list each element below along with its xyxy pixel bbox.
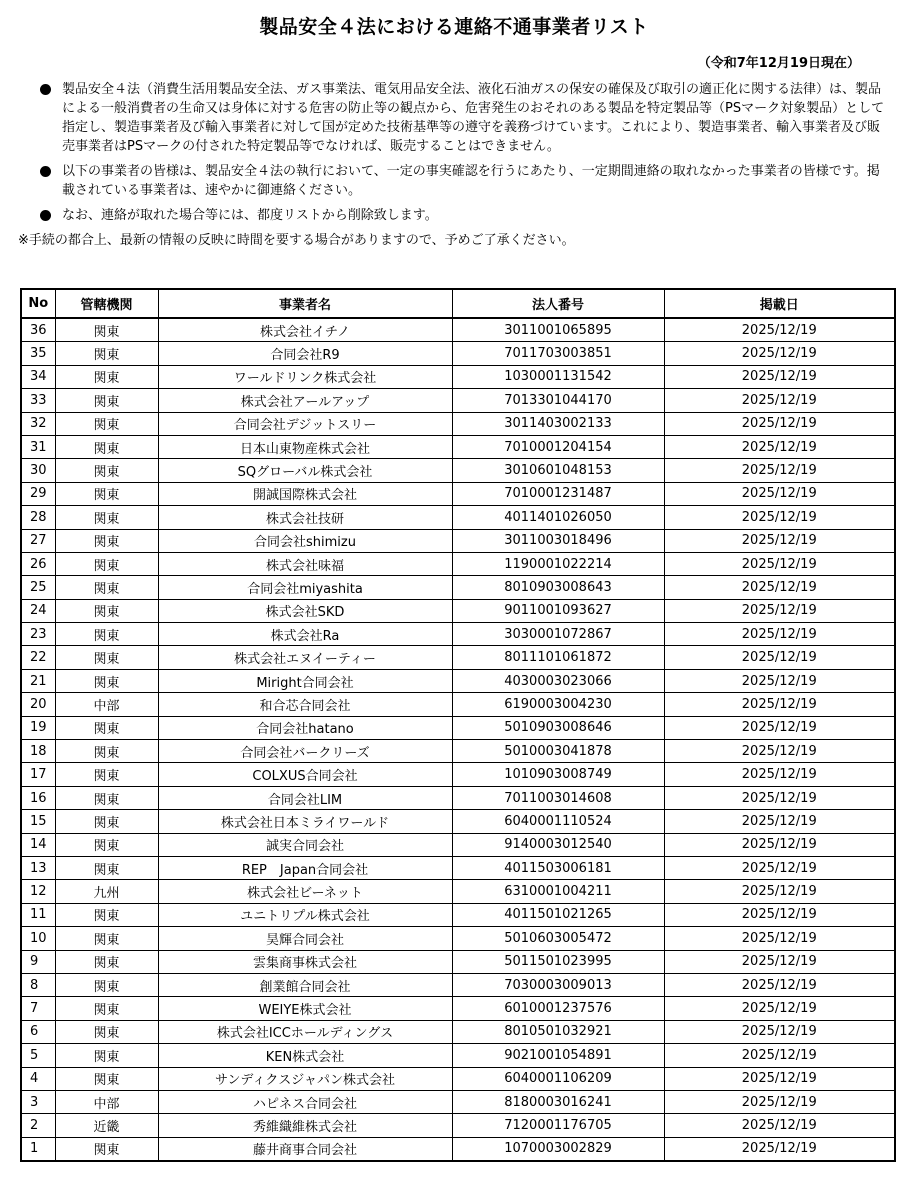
cell-business-name: 合同会社miyashita: [158, 576, 452, 599]
cell-corporate-number: 3030001072867: [452, 623, 664, 646]
note-text: なお、連絡が取れた場合等には、都度リストから削除致します。: [62, 208, 438, 223]
cell-jurisdiction: 関東: [55, 740, 158, 763]
cell-corporate-number: 5010603005472: [452, 927, 664, 950]
cell-business-name: WEIYE株式会社: [158, 997, 452, 1020]
table-row: [21, 623, 895, 646]
cell-jurisdiction: 近畿: [55, 1114, 158, 1137]
cell-business-name: Miright合同会社: [158, 669, 452, 692]
unreachable-business-table: [20, 288, 896, 1162]
table-row: [21, 740, 895, 763]
cell-no: 20: [21, 693, 55, 716]
table-row: [21, 599, 895, 622]
cell-business-name: KEN株式会社: [158, 1044, 452, 1067]
cell-business-name: 雲集商事株式会社: [158, 950, 452, 973]
cell-business-name: 秀維織維株式会社: [158, 1114, 452, 1137]
table-row: [21, 576, 895, 599]
table-row: [21, 318, 895, 342]
cell-posted-date: 2025/12/19: [664, 880, 895, 903]
cell-jurisdiction: 中部: [55, 693, 158, 716]
table-row: [21, 389, 895, 412]
cell-posted-date: 2025/12/19: [664, 740, 895, 763]
cell-no: 12: [21, 880, 55, 903]
cell-jurisdiction: 関東: [55, 833, 158, 856]
cell-posted-date: 2025/12/19: [664, 669, 895, 692]
note-item: [18, 206, 890, 225]
cell-no: 6: [21, 1020, 55, 1043]
cell-corporate-number: 3010601048153: [452, 459, 664, 482]
cell-no: 11: [21, 903, 55, 926]
cell-jurisdiction: 関東: [55, 576, 158, 599]
cell-jurisdiction: 中部: [55, 1090, 158, 1113]
cell-no: 13: [21, 856, 55, 879]
cell-posted-date: 2025/12/19: [664, 927, 895, 950]
cell-business-name: 株式会社日本ミライワールド: [158, 810, 452, 833]
cell-business-name: COLXUS合同会社: [158, 763, 452, 786]
cell-posted-date: 2025/12/19: [664, 997, 895, 1020]
cell-business-name: 合同会社LIM: [158, 786, 452, 809]
cell-posted-date: 2025/12/19: [664, 435, 895, 458]
cell-corporate-number: 6190003004230: [452, 693, 664, 716]
header-corporate-number: 法人番号: [452, 289, 664, 318]
table-row: [21, 482, 895, 505]
cell-corporate-number: 7030003009013: [452, 973, 664, 996]
cell-jurisdiction: 関東: [55, 763, 158, 786]
table-row: [21, 1067, 895, 1090]
cell-corporate-number: 4011503006181: [452, 856, 664, 879]
header-posted-date: 掲載日: [664, 289, 895, 318]
cell-corporate-number: 3011001065895: [452, 318, 664, 342]
cell-no: 3: [21, 1090, 55, 1113]
cell-no: 28: [21, 506, 55, 529]
cell-corporate-number: 7011703003851: [452, 342, 664, 365]
cell-jurisdiction: 関東: [55, 459, 158, 482]
table-row: [21, 880, 895, 903]
table-row: [21, 810, 895, 833]
cell-posted-date: 2025/12/19: [664, 950, 895, 973]
page-title: 製品安全４法における連絡不通事業者リスト: [259, 16, 649, 38]
cell-no: 2: [21, 1114, 55, 1137]
cell-business-name: 合同会社shimizu: [158, 529, 452, 552]
table-row: [21, 973, 895, 996]
table-row: [21, 1044, 895, 1067]
cell-corporate-number: 8010501032921: [452, 1020, 664, 1043]
cell-corporate-number: 9021001054891: [452, 1044, 664, 1067]
table-row: [21, 1114, 895, 1137]
table-header-row: [21, 289, 895, 318]
table-row: [21, 856, 895, 879]
cell-jurisdiction: 関東: [55, 950, 158, 973]
cell-posted-date: 2025/12/19: [664, 763, 895, 786]
table-row: [21, 506, 895, 529]
cell-posted-date: 2025/12/19: [664, 482, 895, 505]
table-row: [21, 435, 895, 458]
cell-jurisdiction: 関東: [55, 810, 158, 833]
cell-business-name: 株式会社味福: [158, 552, 452, 575]
cell-no: 17: [21, 763, 55, 786]
cell-no: 32: [21, 412, 55, 435]
cell-business-name: 開誠国際株式会社: [158, 482, 452, 505]
cell-business-name: REP Japan合同会社: [158, 856, 452, 879]
cell-jurisdiction: 関東: [55, 997, 158, 1020]
cell-jurisdiction: 関東: [55, 646, 158, 669]
table-body: [21, 318, 895, 1161]
cell-posted-date: 2025/12/19: [664, 903, 895, 926]
table-row: [21, 1020, 895, 1043]
cell-posted-date: 2025/12/19: [664, 389, 895, 412]
table-row: [21, 903, 895, 926]
cell-no: 26: [21, 552, 55, 575]
cell-corporate-number: 7011003014608: [452, 786, 664, 809]
cell-corporate-number: 5010903008646: [452, 716, 664, 739]
cell-jurisdiction: 関東: [55, 1044, 158, 1067]
cell-posted-date: 2025/12/19: [664, 646, 895, 669]
cell-business-name: ワールドリンク株式会社: [158, 365, 452, 388]
cell-business-name: 合同会社デジットスリー: [158, 412, 452, 435]
cell-jurisdiction: 関東: [55, 669, 158, 692]
cell-business-name: サンディクスジャパン株式会社: [158, 1067, 452, 1090]
cell-corporate-number: 6310001004211: [452, 880, 664, 903]
cell-business-name: 合同会社hatano: [158, 716, 452, 739]
note-item: [18, 162, 890, 200]
cell-posted-date: 2025/12/19: [664, 529, 895, 552]
cell-no: 10: [21, 927, 55, 950]
table-row: [21, 693, 895, 716]
cell-business-name: 藤井商事合同会社: [158, 1137, 452, 1161]
cell-no: 18: [21, 740, 55, 763]
cell-corporate-number: 4011401026050: [452, 506, 664, 529]
table-row: [21, 342, 895, 365]
cell-jurisdiction: 九州: [55, 880, 158, 903]
cell-jurisdiction: 関東: [55, 1137, 158, 1161]
cell-posted-date: 2025/12/19: [664, 1020, 895, 1043]
cell-business-name: 株式会社Ra: [158, 623, 452, 646]
cell-jurisdiction: 関東: [55, 1020, 158, 1043]
cell-no: 1: [21, 1137, 55, 1161]
cell-posted-date: 2025/12/19: [664, 1114, 895, 1137]
cell-business-name: 合同会社R9: [158, 342, 452, 365]
cell-corporate-number: 7010001204154: [452, 435, 664, 458]
cell-posted-date: 2025/12/19: [664, 1137, 895, 1161]
cell-posted-date: 2025/12/19: [664, 1067, 895, 1090]
table-row: [21, 669, 895, 692]
notes-section: [18, 80, 890, 250]
header-no: No: [21, 289, 55, 318]
cell-no: 36: [21, 318, 55, 342]
as-of-date: （令和7年12月19日現在）: [697, 56, 860, 71]
cell-posted-date: 2025/12/19: [664, 318, 895, 342]
cell-corporate-number: 8180003016241: [452, 1090, 664, 1113]
cell-posted-date: 2025/12/19: [664, 716, 895, 739]
cell-posted-date: 2025/12/19: [664, 623, 895, 646]
cell-no: 21: [21, 669, 55, 692]
cell-business-name: 誠実合同会社: [158, 833, 452, 856]
cell-business-name: 和合芯合同会社: [158, 693, 452, 716]
cell-business-name: 日本山東物産株式会社: [158, 435, 452, 458]
cell-corporate-number: 3011003018496: [452, 529, 664, 552]
cell-corporate-number: 6010001237576: [452, 997, 664, 1020]
cell-no: 7: [21, 997, 55, 1020]
bullet-icon: [40, 210, 51, 221]
bullet-icon: [40, 166, 51, 177]
cell-business-name: 株式会社ICCホールディングス: [158, 1020, 452, 1043]
cell-jurisdiction: 関東: [55, 1067, 158, 1090]
cell-business-name: 株式会社エヌイーティー: [158, 646, 452, 669]
cell-posted-date: 2025/12/19: [664, 810, 895, 833]
cell-jurisdiction: 関東: [55, 856, 158, 879]
cell-jurisdiction: 関東: [55, 529, 158, 552]
cell-business-name: 株式会社アールアップ: [158, 389, 452, 412]
footnote: ※手続の都合上、最新の情報の反映に時間を要する場合がありますので、予めご了承ください。: [18, 233, 575, 248]
cell-business-name: ハピネス合同会社: [158, 1090, 452, 1113]
cell-corporate-number: 7013301044170: [452, 389, 664, 412]
cell-business-name: 創業館合同会社: [158, 973, 452, 996]
cell-corporate-number: 8010903008643: [452, 576, 664, 599]
cell-jurisdiction: 関東: [55, 389, 158, 412]
cell-posted-date: 2025/12/19: [664, 459, 895, 482]
cell-no: 22: [21, 646, 55, 669]
table-row: [21, 459, 895, 482]
note-text: 製品安全４法（消費生活用製品安全法、ガス事業法、電気用品安全法、液化石油ガスの保安の確保及び取引の適正化に関する法律）は、製品による一般消費者の生命又は身体に対する危害の防止等の観点から、危害発生のおそれのある製品を特定製品等（PSマーク対象製品）として指定し、製造事業者及び輸入事業者に対して国が定めた技術基準等の遵守を義務づけています。これにより、製造事業者、輸入事業者及び販売事業者はPSマークの付された特定製品等でなければ、販売することはできません。: [62, 82, 885, 154]
cell-jurisdiction: 関東: [55, 435, 158, 458]
cell-corporate-number: 6040001110524: [452, 810, 664, 833]
cell-corporate-number: 5011501023995: [452, 950, 664, 973]
cell-corporate-number: 8011101061872: [452, 646, 664, 669]
cell-posted-date: 2025/12/19: [664, 786, 895, 809]
cell-business-name: 株式会社技研: [158, 506, 452, 529]
cell-jurisdiction: 関東: [55, 973, 158, 996]
table-row: [21, 1137, 895, 1161]
cell-no: 27: [21, 529, 55, 552]
table-row: [21, 365, 895, 388]
cell-business-name: 合同会社バークリーズ: [158, 740, 452, 763]
cell-corporate-number: 7010001231487: [452, 482, 664, 505]
cell-posted-date: 2025/12/19: [664, 1090, 895, 1113]
table-row: [21, 997, 895, 1020]
cell-corporate-number: 6040001106209: [452, 1067, 664, 1090]
cell-no: 23: [21, 623, 55, 646]
table-row: [21, 927, 895, 950]
table-row: [21, 786, 895, 809]
cell-posted-date: 2025/12/19: [664, 973, 895, 996]
cell-jurisdiction: 関東: [55, 412, 158, 435]
table-row: [21, 833, 895, 856]
table-row: [21, 646, 895, 669]
cell-jurisdiction: 関東: [55, 927, 158, 950]
cell-posted-date: 2025/12/19: [664, 833, 895, 856]
header-jurisdiction: 管轄機関: [55, 289, 158, 318]
cell-posted-date: 2025/12/19: [664, 599, 895, 622]
cell-no: 30: [21, 459, 55, 482]
table-row: [21, 716, 895, 739]
cell-no: 4: [21, 1067, 55, 1090]
cell-no: 19: [21, 716, 55, 739]
cell-corporate-number: 9011001093627: [452, 599, 664, 622]
cell-no: 8: [21, 973, 55, 996]
cell-no: 24: [21, 599, 55, 622]
cell-jurisdiction: 関東: [55, 623, 158, 646]
cell-business-name: 株式会社イチノ: [158, 318, 452, 342]
cell-jurisdiction: 関東: [55, 365, 158, 388]
cell-no: 5: [21, 1044, 55, 1067]
cell-corporate-number: 1010903008749: [452, 763, 664, 786]
cell-jurisdiction: 関東: [55, 716, 158, 739]
table-row: [21, 763, 895, 786]
cell-jurisdiction: 関東: [55, 318, 158, 342]
cell-posted-date: 2025/12/19: [664, 693, 895, 716]
cell-posted-date: 2025/12/19: [664, 506, 895, 529]
table-row: [21, 529, 895, 552]
cell-posted-date: 2025/12/19: [664, 1044, 895, 1067]
cell-posted-date: 2025/12/19: [664, 576, 895, 599]
cell-corporate-number: 4011501021265: [452, 903, 664, 926]
cell-no: 29: [21, 482, 55, 505]
cell-business-name: ユニトリプル株式会社: [158, 903, 452, 926]
cell-posted-date: 2025/12/19: [664, 412, 895, 435]
cell-corporate-number: 4030003023066: [452, 669, 664, 692]
cell-no: 9: [21, 950, 55, 973]
cell-no: 25: [21, 576, 55, 599]
cell-posted-date: 2025/12/19: [664, 365, 895, 388]
table-row: [21, 412, 895, 435]
cell-no: 14: [21, 833, 55, 856]
note-item: [18, 80, 890, 156]
note-text: 以下の事業者の皆様は、製品安全４法の執行において、一定の事実確認を行うにあたり、一定期間連絡の取れなかった事業者の皆様です。掲載されている事業者は、速やかに御連絡ください。: [62, 164, 880, 198]
cell-jurisdiction: 関東: [55, 599, 158, 622]
cell-corporate-number: 7120001176705: [452, 1114, 664, 1137]
cell-no: 34: [21, 365, 55, 388]
header-business-name: 事業者名: [158, 289, 452, 318]
cell-corporate-number: 3011403002133: [452, 412, 664, 435]
cell-posted-date: 2025/12/19: [664, 856, 895, 879]
cell-business-name: 株式会社ビーネット: [158, 880, 452, 903]
table-row: [21, 1090, 895, 1113]
cell-jurisdiction: 関東: [55, 786, 158, 809]
cell-jurisdiction: 関東: [55, 552, 158, 575]
cell-corporate-number: 1070003002829: [452, 1137, 664, 1161]
bullet-icon: [40, 84, 51, 95]
cell-no: 35: [21, 342, 55, 365]
table-row: [21, 552, 895, 575]
cell-corporate-number: 1190001022214: [452, 552, 664, 575]
cell-business-name: 昊輝合同会社: [158, 927, 452, 950]
cell-no: 33: [21, 389, 55, 412]
cell-no: 31: [21, 435, 55, 458]
cell-jurisdiction: 関東: [55, 903, 158, 926]
cell-no: 16: [21, 786, 55, 809]
cell-business-name: 株式会社SKD: [158, 599, 452, 622]
cell-posted-date: 2025/12/19: [664, 552, 895, 575]
cell-corporate-number: 9140003012540: [452, 833, 664, 856]
cell-posted-date: 2025/12/19: [664, 342, 895, 365]
cell-no: 15: [21, 810, 55, 833]
cell-corporate-number: 1030001131542: [452, 365, 664, 388]
cell-jurisdiction: 関東: [55, 506, 158, 529]
cell-jurisdiction: 関東: [55, 342, 158, 365]
cell-business-name: SQグローバル株式会社: [158, 459, 452, 482]
cell-corporate-number: 5010003041878: [452, 740, 664, 763]
cell-jurisdiction: 関東: [55, 482, 158, 505]
table-row: [21, 950, 895, 973]
